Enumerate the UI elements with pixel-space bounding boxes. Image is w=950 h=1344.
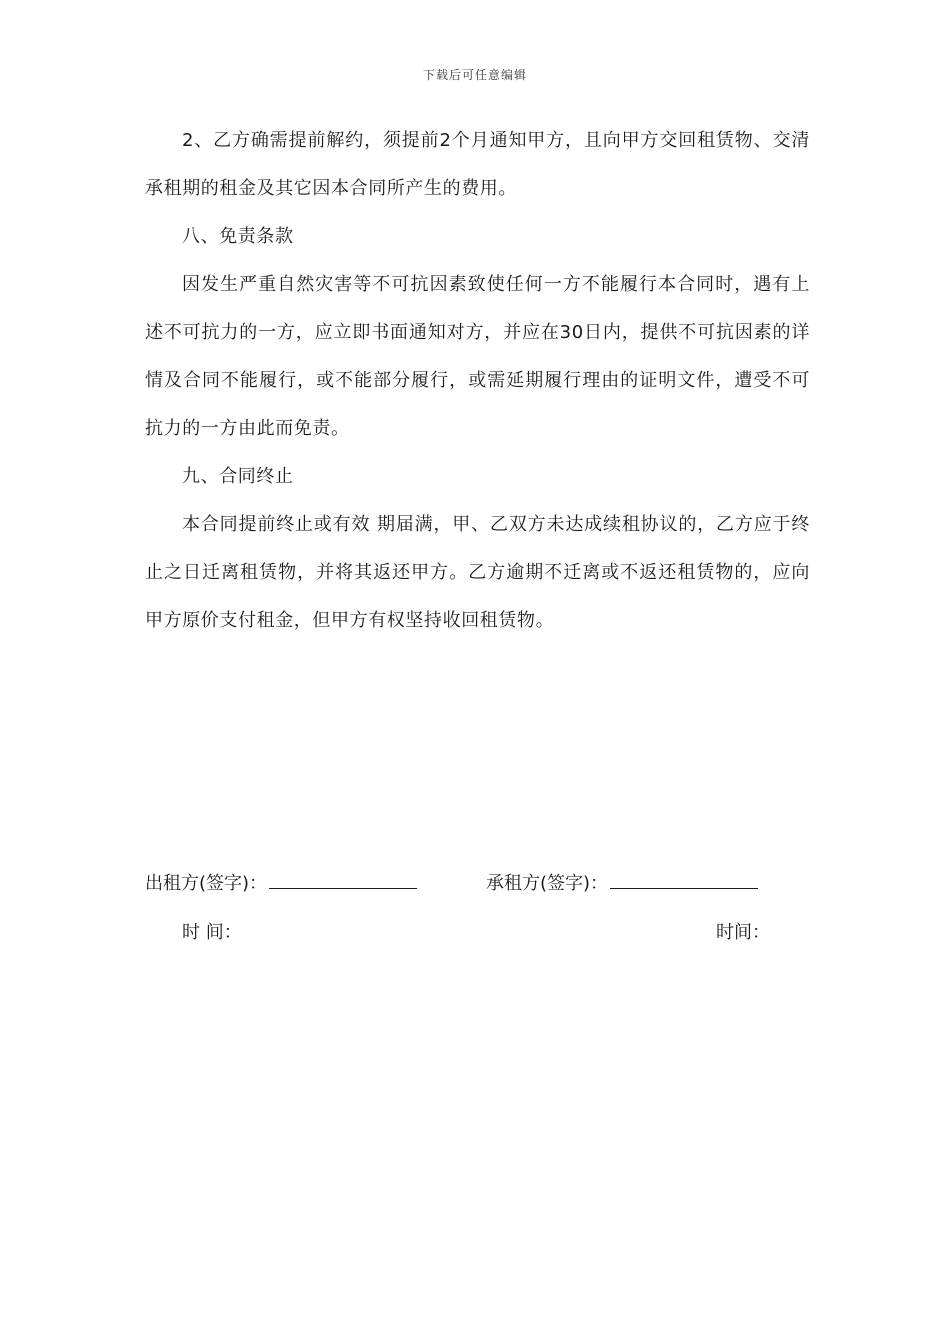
lessee-signature-label: 承租方(签字)： [486,873,609,894]
lessor-signature-line[interactable] [269,868,417,889]
section-heading-exemption: 八、免责条款 [182,226,294,247]
paragraph-force-majeure: 因发生严重自然灾害等不可抗因素致使任何一方不能履行本合同时，遇有上述不可抗力的一方，应立即书面通知对方，并应在30日内，提供不可抗因素的详情及合同不能履行，或不能部分履行，或需延期履行理由的证明文件，遭受不可抗力的一方由此而免责。 [145,274,810,439]
lessee-signature [486,868,758,895]
lessor-time-label: 时 间： [182,922,242,943]
contract-body [145,117,810,645]
lessee-time-label: 时间： [716,922,770,943]
lessor-signature [145,868,417,895]
lessee-signature-line[interactable] [610,868,758,889]
lessor-signature-label: 出租方(签字)： [145,873,268,894]
paragraph-early-termination: 2、乙方确需提前解约，须提前2个月通知甲方，且向甲方交回租赁物、交清承租期的租金及其它因本合同所产生的费用。 [145,130,810,199]
paragraph-termination: 本合同提前终止或有效 期届满，甲、乙双方未达成续租协议的，乙方应于终止之日迁离租赁物，并将其返还甲方。乙方逾期不迁离或不返还租赁物的，应向甲方原价支付租金，但甲方有权坚持收回租赁物。 [145,514,810,631]
signature-row [145,868,810,898]
page-header: 下载后可任意编辑 [422,68,527,82]
section-heading-termination: 九、合同终止 [182,466,294,487]
